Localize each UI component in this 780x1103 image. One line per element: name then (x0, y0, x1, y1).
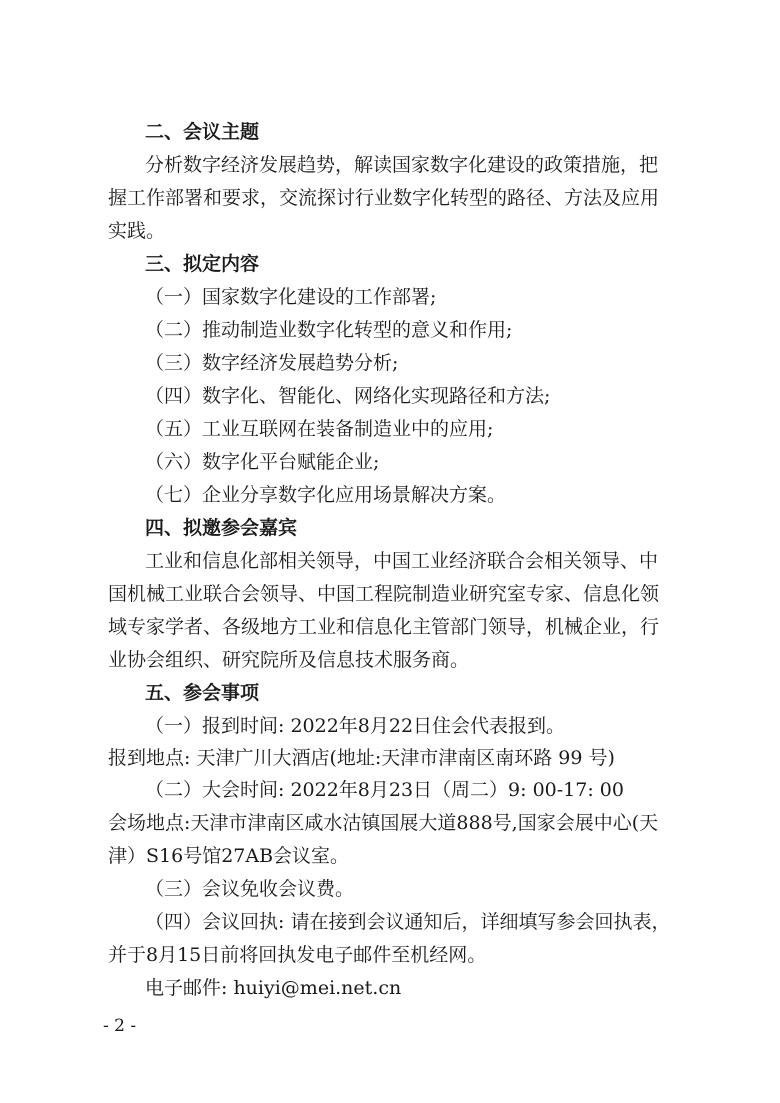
paragraph-line: 实践。 (108, 220, 166, 242)
paragraph-line: 会场地点:天津市津南区咸水沽镇国展大道888号,国家会展中心(天 (108, 812, 659, 834)
list-item: （五）工业互联网在装备制造业中的应用; (145, 418, 494, 440)
page-number: - 2 - (103, 1016, 137, 1036)
paragraph-line: 业协会组织、研究院所及信息技术服务商。 (108, 649, 470, 671)
paragraph-line: 国机械工业联合会领导、中国工程院制造业研究室专家、信息化领 (108, 583, 660, 605)
paragraph-line: 报到地点: 天津广川大酒店(地址:天津市津南区南环路 99 号) (108, 747, 615, 769)
list-item: （三）数字经济发展趋势分析; (145, 352, 399, 374)
section-heading-guests: 四、拟邀参会嘉宾 (145, 517, 298, 539)
list-item: （四）数字化、智能化、网络化实现路径和方法; (145, 385, 551, 407)
paragraph-line: （四）会议回执: 请在接到会议通知后，详细填写参会回执表， (145, 911, 671, 933)
section-heading-matters: 五、参会事项 (145, 682, 260, 704)
paragraph-line: 并于8月15日前将回执发电子邮件至机经网。 (108, 944, 487, 966)
paragraph-line: 分析数字经济发展趋势，解读国家数字化建设的政策措施，把 (145, 154, 659, 176)
paragraph-line: （二）大会时间: 2022年8月23日（周二）9: 00-17: 00 (145, 779, 624, 801)
section-heading-content: 三、拟定内容 (145, 253, 260, 275)
list-item: （六）数字化平台赋能企业; (145, 451, 380, 473)
paragraph-line: 握工作部署和要求，交流探讨行业数字化转型的路径、方法及应用 (108, 187, 660, 209)
paragraph-line: （三）会议免收会议费。 (145, 878, 355, 900)
list-item: （一）国家数字化建设的工作部署; (145, 286, 437, 308)
paragraph-line: 工业和信息化部相关领导，中国工业经济联合会相关领导、中 (145, 550, 659, 572)
email-line: 电子邮件: huiyi@mei.net.cn (145, 977, 402, 999)
paragraph-line: 津）S16号馆27AB会议室。 (108, 845, 350, 867)
list-item: （七）企业分享数字化应用场景解决方案。 (145, 484, 507, 506)
section-heading-theme: 二、会议主题 (145, 121, 260, 143)
paragraph-line: 域专家学者、各级地方工业和信息化主管部门领导，机械企业，行 (108, 616, 660, 638)
list-item: （二）推动制造业数字化转型的意义和作用; (145, 319, 513, 341)
paragraph-line: （一）报到时间: 2022年8月22日住会代表报到。 (145, 715, 566, 737)
